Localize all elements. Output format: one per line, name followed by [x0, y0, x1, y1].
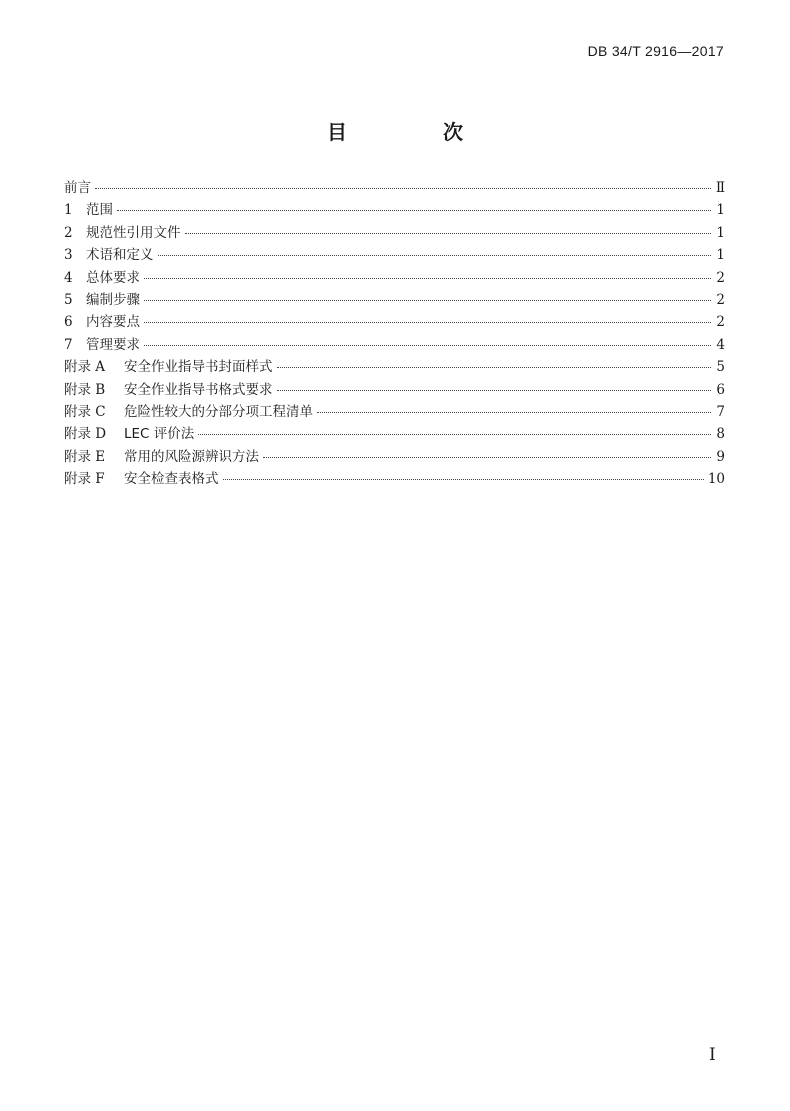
toc-entry[interactable] [64, 468, 725, 490]
toc-entry[interactable] [64, 334, 725, 356]
toc-entry-page: 7 [716, 403, 725, 420]
toc-entry[interactable] [64, 356, 725, 378]
toc-entry-label: 编制步骤 [86, 291, 140, 308]
toc-leader-dots [158, 254, 712, 256]
toc-entry-label: 前言 [64, 180, 91, 196]
toc-entry-page: 8 [716, 426, 725, 443]
toc-entry-number: 2 [64, 224, 73, 241]
toc-entry-label: 规范性引用文件 [86, 224, 181, 241]
toc-entry-page: 6 [716, 381, 725, 398]
toc-leader-dots [95, 187, 711, 189]
toc-entry-label: 安全作业指导书格式要求 [124, 381, 273, 398]
toc-entry-label: 常用的风险源辨识方法 [124, 448, 259, 465]
toc-leader-dots [117, 209, 711, 211]
toc-entry[interactable] [64, 401, 725, 423]
toc-entry-number: 3 [64, 247, 73, 264]
table-of-contents [64, 177, 725, 490]
toc-entry-page: 1 [716, 247, 725, 264]
toc-entry[interactable] [64, 177, 725, 199]
page-title: 目 次 [327, 120, 501, 144]
toc-entry-page: 1 [716, 224, 725, 241]
toc-entry-page: 1 [716, 202, 725, 219]
toc-entry-number: 附录 C [64, 403, 106, 420]
toc-entry-page: 4 [716, 336, 725, 353]
toc-entry-label: 范围 [86, 202, 113, 219]
toc-entry[interactable] [64, 446, 725, 468]
toc-entry-page: 10 [707, 471, 725, 488]
toc-entry-label: 内容要点 [86, 314, 140, 331]
toc-leader-dots [198, 433, 711, 435]
toc-entry-label: LEC 评价法 [124, 426, 195, 443]
toc-entry-label: 术语和定义 [86, 247, 154, 264]
toc-entry[interactable] [64, 311, 725, 333]
toc-entry-page: 2 [716, 291, 725, 308]
toc-entry-label: 安全检查表格式 [124, 471, 219, 488]
toc-entry-number: 4 [64, 269, 73, 286]
toc-entry-label: 管理要求 [86, 336, 140, 353]
page-number: I [709, 1045, 716, 1065]
toc-leader-dots [144, 321, 711, 323]
toc-leader-dots [185, 232, 712, 234]
toc-entry-label: 总体要求 [86, 269, 140, 286]
toc-leader-dots [317, 411, 711, 413]
toc-entry-number: 附录 B [64, 381, 106, 398]
toc-leader-dots [263, 456, 711, 458]
toc-leader-dots [144, 277, 711, 279]
toc-entry-page: 9 [716, 448, 725, 465]
toc-entry-number: 1 [64, 202, 73, 219]
toc-entry[interactable] [64, 199, 725, 221]
toc-entry-number: 附录 A [64, 359, 106, 376]
standard-code: DB 34/T 2916—2017 [587, 43, 724, 59]
toc-entry[interactable] [64, 379, 725, 401]
toc-entry-number: 7 [64, 336, 73, 353]
toc-leader-dots [144, 299, 711, 301]
toc-entry-page: Ⅱ [715, 180, 725, 196]
toc-entry-number: 6 [64, 314, 73, 331]
toc-leader-dots [277, 389, 712, 391]
toc-leader-dots [277, 366, 712, 368]
toc-entry-page: 2 [716, 269, 725, 286]
toc-entry-page: 2 [716, 314, 725, 331]
toc-entry-page: 5 [716, 359, 725, 376]
toc-entry-number: 5 [64, 291, 73, 308]
toc-entry-label: 安全作业指导书封面样式 [124, 359, 273, 376]
toc-leader-dots [223, 478, 704, 480]
toc-entry[interactable] [64, 244, 725, 266]
toc-entry-number: 附录 F [64, 471, 105, 488]
toc-entry-number: 附录 D [64, 426, 107, 443]
toc-leader-dots [144, 344, 711, 346]
toc-entry[interactable] [64, 423, 725, 445]
toc-entry[interactable] [64, 222, 725, 244]
toc-entry-label: 危险性较大的分部分项工程清单 [124, 403, 313, 420]
toc-entry[interactable] [64, 267, 725, 289]
toc-entry[interactable] [64, 289, 725, 311]
toc-entry-number: 附录 E [64, 448, 106, 465]
